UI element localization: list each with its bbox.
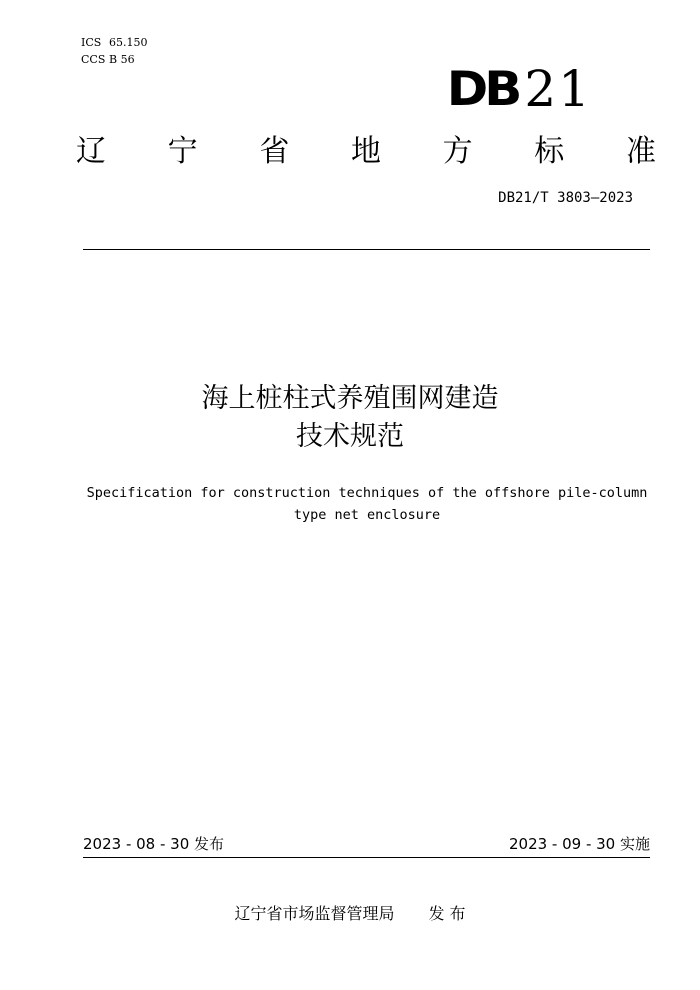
standard-type-title [76,132,656,172]
ics-code: 65.150 [109,36,148,49]
standard-type-char: 地 [350,134,381,169]
publish-date: 2023 - 08 - 30 发布 [83,835,225,853]
chinese-title-line-2: 技术规范 [296,421,404,452]
english-title-line-2: type net enclosure [293,507,441,523]
db-logo-mark: DB [446,61,519,117]
ics-row [81,34,148,51]
issuer-line [0,903,700,925]
standard-number: DB21/T 3803—2023 [498,190,633,206]
issuer-name: 辽宁省市场监督管理局 [234,904,395,923]
db-logo [446,60,592,118]
standard-type-char: 准 [625,134,656,169]
standard-type-char: 标 [534,134,565,169]
english-title [70,482,664,526]
standard-type-char: 省 [259,134,290,169]
ccs-code: B 56 [109,53,135,66]
standard-type-char: 宁 [167,134,198,169]
ccs-row [81,51,148,68]
standard-type-char: 方 [442,134,473,169]
chinese-title [0,380,700,456]
footer-divider [83,857,650,858]
english-title-line-1: Specification for construction techniques of the offshore pile-column [86,485,648,501]
ccs-label: CCS [81,53,106,66]
classification-codes [81,34,148,68]
header-divider [83,249,650,250]
issuer-action: 发 布 [428,904,466,923]
standard-type-char: 辽 [76,134,106,169]
db-logo-number: 21 [524,60,592,118]
ics-label: ICS [81,36,102,49]
implementation-date: 2023 - 09 - 30 实施 [508,835,650,853]
chinese-title-line-1: 海上桩柱式养殖围网建造 [201,383,499,414]
